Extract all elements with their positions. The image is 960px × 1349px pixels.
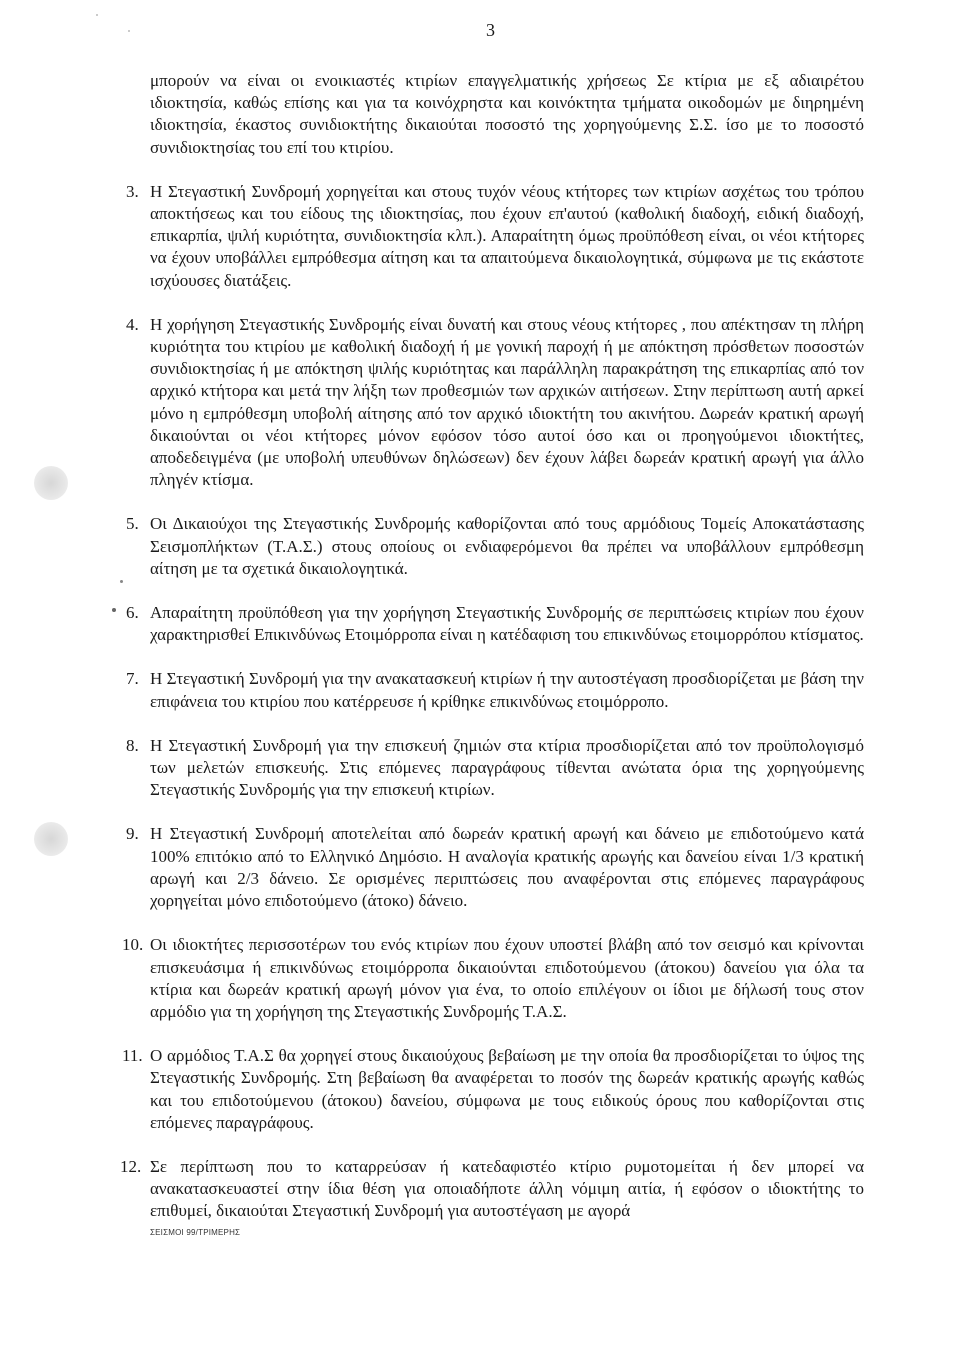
numbered-item-11	[122, 1045, 864, 1134]
numbered-item-5	[126, 513, 864, 580]
page-number: 3	[486, 20, 495, 40]
scan-speck	[112, 608, 116, 612]
numbered-item-10	[122, 934, 864, 1023]
numbered-item-3	[126, 181, 864, 292]
numbered-item-9	[126, 823, 864, 912]
item-text: Οι ιδιοκτήτες περισσοτέρων του ενός κτιρίων που έχουν υποστεί βλάβη από τον σεισμό και κρίνονται επισκευάσιμα ή επικινδύνως ετοιμόρροπα δικαιούνται επιδοτούμενου (άτοκου) δανείου για όλα τα κτίρια και δωρεάν κρατική αρωγή μόνον για ένα, το οποίο επιλέγουν οι ίδιοι με δήλωσή τους στον αρμόδιο για τη χορήγηση της Στεγαστικής Συνδρομής Τ.Α.Σ.	[150, 935, 864, 1021]
item-number: 10.	[122, 935, 144, 955]
punch-hole-mark	[34, 822, 68, 856]
item-text: Η Στεγαστική Συνδρομή αποτελείται από δωρεάν κρατική αρωγή και δάνειο με επιδοτούμενο κατά 100% επιτόκιο από το Ελληνικό Δημόσιο. Η αναλογία κρατικής αρωγής και δανείου είναι 1/3 κρατική αρωγή και 2/3 δάνειο. Σε ορισμένες περιπτώσεις που αναφέρονται στις επόμενες παραγράφους χορηγείται μόνο επιδοτούμενο (άτοκο) δάνειο.	[150, 824, 864, 911]
item-number: 6.	[126, 603, 139, 623]
item-number: 7.	[126, 669, 139, 689]
item-text: Ο αρμόδιος Τ.Α.Σ θα χορηγεί στους δικαιούχους βεβαίωση με την οποία θα προσδιορίζεται το ύψος της Στεγαστικής Συνδρομής. Στη βεβαίωση θα αναφέρεται το ποσόν της δωρεάν κρατικής αρωγής καθώς και του επιδοτούμενου (άτοκου) δανείου, σύμφωνα με τους ειδικούς όρους που καθορίζονται στις επόμενες παραγράφους.	[150, 1046, 864, 1132]
item-text: Η χορήγηση Στεγαστικής Συνδρομής είναι δυνατή και στους νέους κτήτορες , που απέκτησαν τη πλήρη κυριότητα του κτιρίου με καθολική διαδοχή ή με γονική παροχή ή με απόκτηση πρόσθετων ποσοστών συνιδιοκτησίας ή με απόκτηση ψιλής κυριότητας και παράλληλη παρακράτηση της επικαρπίας από τον αρχικό κτήτορα και μετά την λήξη των προθεσμιών των αρχικών αιτήσεων. Στην περίπτωση αυτή αρκεί μόνο η εμπρόθεσμη υποβολή αίτησης από τον αρχικό ιδιοκτήτη του ακινήτου. Δωρεάν κρατική αρωγή δικαιούνται οι νέοι κτήτορες μόνον εφόσον τόσο αυτοί όσο και οι προηγούμενοι ιδιοκτήτες, αποδεδειγμένα (με υποβολή υπευθύνων δηλώσεων) δεν έχουν λάβει δωρεάν κρατική αρωγή για άλλο πληγέν κτίσμα.	[150, 314, 864, 490]
numbered-item-6	[126, 602, 864, 646]
item-number: 9.	[126, 824, 139, 844]
item-number: 12.	[120, 1156, 142, 1176]
item-number: 11.	[122, 1046, 143, 1066]
continued-paragraph: μπορούν να είναι οι ενοικιαστές κτιρίων επαγγελματικής χρήσεως Σε κτίρια με εξ αδιαιρέτου ιδιοκτησία, καθώς επίσης και για τα κοινόχρηστα και κοινόκτητα τμήματα οικοδομών με διηρημένη ιδιοκτησία, έκαστος συνιδιοκτήτης δικαιούται ποσοστό της χορηγούμενης Σ.Σ. ίσο με το ποσοστό συνιδιοκτησίας του επί του κτιρίου.	[150, 71, 864, 157]
scan-speck	[96, 14, 98, 16]
item-number: 5.	[126, 514, 139, 534]
item-text: Η Στεγαστική Συνδρομή για την επισκευή ζημιών στα κτίρια προσδιορίζεται από τον προϋπολογισμό των μελετών επισκευής. Στις επόμενες παραγράφους τίθενται ανώτατα όρια της χορηγούμενης Στεγαστικής Συνδρομής για την επισκευή κτιρίων.	[150, 735, 864, 800]
item-number: 3.	[126, 181, 139, 201]
item-text: Οι Δικαιούχοι της Στεγαστικής Συνδρομής καθορίζονται από τους αρμόδιους Τομείς Αποκατάστασης Σεισμοπλήκτων (Τ.Α.Σ.) στους οποίους οι ενδιαφερόμενοι θα πρέπει να υποβάλλουν εμπρόθεσμη αίτηση με τα σχετικά δικαιολογητικά.	[150, 514, 864, 578]
item-number: 4.	[126, 314, 139, 334]
item-text: Η Στεγαστική Συνδρομή χορηγείται και στους τυχόν νέους κτήτορες των κτιρίων ασχέτως του τρόπου αποκτήσεως και του είδους της ιδιοκτησίας, που έχουν επ'αυτού (καθολική διαδοχή, ειδική διαδοχή, επικαρπία, ψιλή κυριότητα, συνιδιοκτησία κλπ.). Απαραίτητη όμως προϋπόθεση είναι, οι νέοι κτήτορες να έχουν υποβάλλει εμπρόθεσμα αίτηση και τα απαιτούμενα δικαιολογητικά, σύμφωνα με τις εκάστοτε ισχύουσες διατάξεις.	[150, 181, 864, 290]
scan-speck	[120, 580, 123, 583]
punch-hole-mark	[34, 466, 68, 500]
numbered-item-7	[126, 668, 864, 712]
footer-code: ΣΕΙΣΜΟΙ 99/ΤΡΙΜΕΡΗΣ	[150, 1228, 241, 1237]
item-text: Σε περίπτωση που το καταρρεύσαν ή κατεδαφιστέο κτίριο ρυμοτομείται ή δεν μπορεί να ανακατασκευαστεί στην ίδια θέση για οποιαδήποτε άλλη νόμιμη αιτία, ή εφόσον ο ιδιοκτήτης το επιθυμεί, δικαιούται Στεγαστική Συνδρομή για αυτοστέγαση με αγορά	[150, 1156, 864, 1221]
document-body	[120, 70, 864, 1245]
item-text: Απαραίτητη προϋπόθεση για την χορήγηση Στεγαστικής Συνδρομής σε περιπτώσεις κτιρίων που έχουν χαρακτηρισθεί Επικινδύνως Ετοιμόρροπα είναι η κατέδαφιση του επικινδύνως ετοιμορρόπου κτίσματος.	[150, 603, 864, 645]
numbered-item-4	[126, 314, 864, 492]
numbered-item-12	[120, 1156, 864, 1223]
item-text: Η Στεγαστική Συνδρομή για την ανακατασκευή κτιρίων ή την αυτοστέγαση προσδιορίζεται με βάση την επιφάνεια του κτιρίου που κατέρρευσε ή κρίθηκε επικινδύνως ετοιμόρροπο.	[150, 669, 864, 711]
numbered-item-8	[126, 735, 864, 802]
scan-speck	[128, 30, 130, 32]
item-number: 8.	[126, 735, 139, 755]
